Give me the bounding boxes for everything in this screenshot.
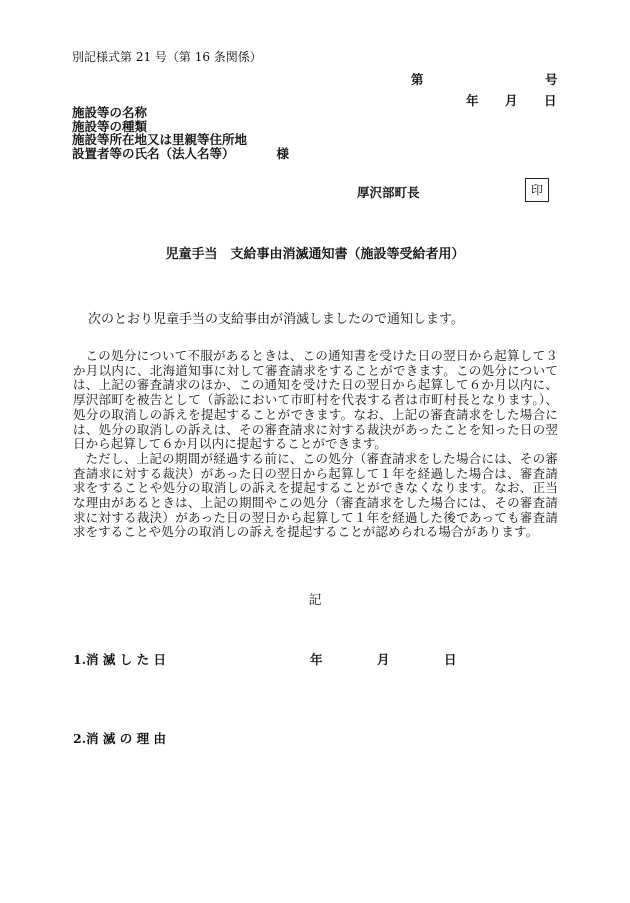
facility-name-label: 施設等の名称: [72, 105, 148, 120]
extinction-date-label: 1.消 滅 し た 日: [73, 652, 166, 667]
sender-title: 厚沢部町長: [357, 185, 420, 200]
recipient-block: [72, 106, 289, 160]
seal-stamp: 印: [525, 178, 549, 202]
extinction-year: 年: [310, 652, 323, 667]
facility-address-label: 施設等所在地又は里親等住所地: [72, 132, 248, 147]
extinction-day: 日: [444, 652, 457, 667]
ki-heading: 記: [308, 593, 322, 608]
doc-number-suffix: 号: [545, 72, 558, 87]
extinction-month: 月: [377, 652, 390, 667]
facility-type-label: 施設等の種類: [72, 118, 148, 134]
appeal-paragraph-1: この処分について不服があるときは、この通知書を受けた日の翌日から起算して３か月以内に、北海道知事に対して審査請求をすることができます。この処分については、上記の審査請求のほか、この通知を受けた日の翌日から起算して６か月以内に、厚沢部町を被告として（訴訟において市町村を代表する者は市町村長となります。）、処分の取消しの訴えを提起することができます。なお、上記の審査請求をした場合には、処分の取消しの訴えは、その審査請求に対する裁決があったことを知った日の翌日から起算して６か月以内に提起することができます。: [73, 348, 558, 452]
issue-date-month: 月: [505, 93, 518, 108]
operator-name-label: [72, 147, 289, 161]
issue-date-day: 日: [544, 93, 557, 108]
doc-number-prefix: 第: [411, 72, 424, 87]
appeal-notice: [73, 349, 558, 540]
operator-name-text: 設置者等の氏名（法人名等）: [72, 145, 235, 161]
honorific: 様: [276, 145, 290, 161]
form-number: 別記様式第 21 号（第 16 条関係）: [72, 50, 262, 64]
issue-date-year: 年: [466, 93, 479, 108]
extinction-reason-label: 2.消 滅 の 理 由: [73, 731, 166, 746]
document-title: 児童手当 支給事由消滅通知書（施設等受給者用）: [165, 247, 465, 262]
intro-text: 次のとおり児童手当の支給事由が消滅しましたので通知します。: [88, 312, 464, 327]
appeal-paragraph-2: ただし、上記の期間が経過する前に、この処分（審査請求をした場合には、その審査請求に対する裁決）があった日の翌日から起算して１年を経過した場合は、審査請求をすることや処分の取消しの訴えを提起することができなくなります。なお、正当な理由があるときは、上記の期間やこの処分（審査請求をした場合には、その審査請求に対する裁決）があった日の翌日から起算して１年を経過した後であっても審査請求をすることや処分の取消しの訴えを提起することが認められる場合があります。: [73, 450, 558, 540]
